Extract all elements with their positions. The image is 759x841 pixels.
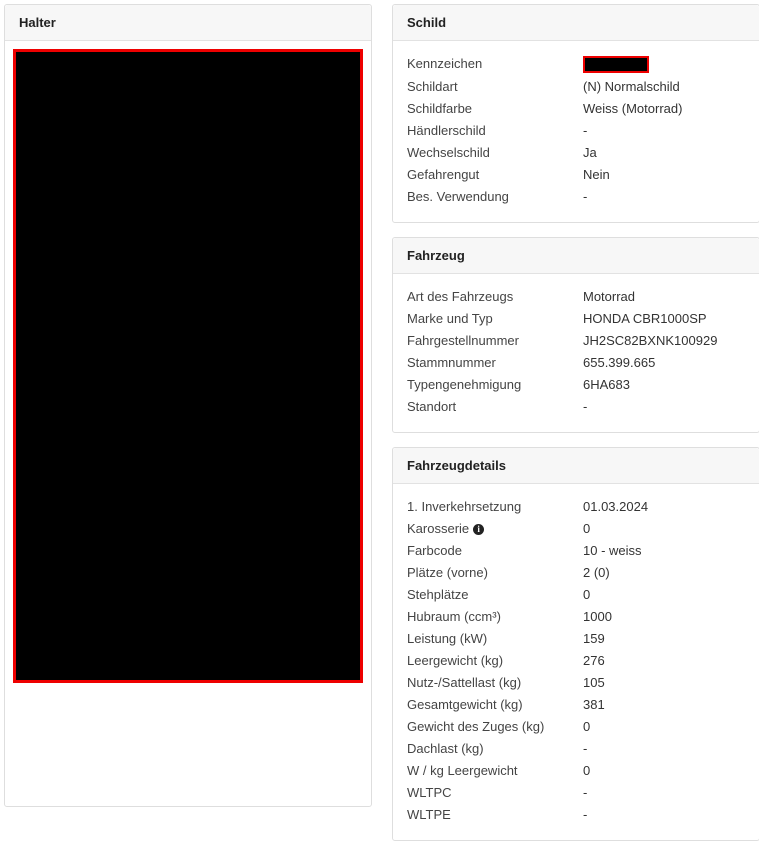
table-row xyxy=(407,308,745,330)
left-column xyxy=(4,4,372,807)
table-row xyxy=(407,518,745,540)
row-value: 10 - weiss xyxy=(583,543,642,559)
table-row xyxy=(407,186,745,208)
schild-table xyxy=(407,53,745,208)
halter-redaction-block xyxy=(13,49,363,683)
table-row xyxy=(407,628,745,650)
card-schild-body xyxy=(393,41,759,222)
row-value: 6HA683 xyxy=(583,377,630,393)
card-fahrzeugdetails xyxy=(392,447,759,841)
row-label: Stehplätze xyxy=(407,587,469,603)
row-value: 0 xyxy=(583,587,591,603)
table-row xyxy=(407,330,745,352)
table-row xyxy=(407,76,745,98)
right-column xyxy=(392,4,759,823)
row-value: 2 (0) xyxy=(583,565,610,581)
row-value: 0 xyxy=(583,521,591,537)
row-value: - xyxy=(583,189,588,205)
row-label: 1. Inverkehrsetzung xyxy=(407,499,522,515)
table-row xyxy=(407,584,745,606)
fahrzeugdetails-table xyxy=(407,496,745,826)
table-row xyxy=(407,782,745,804)
row-value: - xyxy=(583,399,588,415)
row-label: Marke und Typ xyxy=(407,311,493,327)
row-label: Stammnummer xyxy=(407,355,496,371)
card-schild-title: Schild xyxy=(393,5,759,41)
row-label: Hubraum (ccm³) xyxy=(407,609,501,625)
row-label: Schildfarbe xyxy=(407,101,473,117)
table-row xyxy=(407,142,745,164)
row-label: Farbcode xyxy=(407,543,462,559)
table-row xyxy=(407,672,745,694)
card-halter xyxy=(4,4,372,807)
card-fahrzeugdetails-body xyxy=(393,484,759,840)
row-value: - xyxy=(583,785,588,801)
card-halter-body xyxy=(5,41,371,806)
table-row xyxy=(407,650,745,672)
table-row xyxy=(407,120,745,142)
row-label: Gesamtgewicht (kg) xyxy=(407,697,523,713)
row-value: (N) Normalschild xyxy=(583,79,680,95)
card-fahrzeug-title: Fahrzeug xyxy=(393,238,759,274)
row-value: HONDA CBR1000SP xyxy=(583,311,707,327)
table-row xyxy=(407,286,745,308)
card-fahrzeug-body xyxy=(393,274,759,432)
fahrzeug-table xyxy=(407,286,745,418)
row-value: 105 xyxy=(583,675,605,691)
row-label: WLTPE xyxy=(407,807,451,823)
row-value: 0 xyxy=(583,763,591,779)
row-value: 0 xyxy=(583,719,591,735)
row-label: W / kg Leergewicht xyxy=(407,763,518,779)
card-halter-title: Halter xyxy=(5,5,371,41)
card-fahrzeugdetails-title: Fahrzeugdetails xyxy=(393,448,759,484)
row-label: Gefahrengut xyxy=(407,167,480,183)
row-value: 381 xyxy=(583,697,605,713)
row-label: Leistung (kW) xyxy=(407,631,488,647)
row-label: Typengenehmigung xyxy=(407,377,522,393)
row-value: Weiss (Motorrad) xyxy=(583,101,683,117)
row-label: Art des Fahrzeugs xyxy=(407,289,514,305)
table-row xyxy=(407,374,745,396)
row-label: Gewicht des Zuges (kg) xyxy=(407,719,545,735)
row-value: JH2SC82BXNK100929 xyxy=(583,333,718,349)
row-label: WLTPC xyxy=(407,785,452,801)
row-value: Motorrad xyxy=(583,289,636,305)
row-value: - xyxy=(583,807,588,823)
table-row xyxy=(407,562,745,584)
row-label: Standort xyxy=(407,399,457,415)
row-label-text: Karosserie xyxy=(407,521,470,537)
row-value: 276 xyxy=(583,653,605,669)
table-row xyxy=(407,694,745,716)
row-value: 01.03.2024 xyxy=(583,499,649,515)
row-label: Händlerschild xyxy=(407,123,486,139)
card-fahrzeug xyxy=(392,237,759,433)
row-label: Schildart xyxy=(407,79,458,95)
table-row xyxy=(407,164,745,186)
row-value: 1000 xyxy=(583,609,612,625)
table-row xyxy=(407,53,745,76)
row-label: Fahrgestellnummer xyxy=(407,333,519,349)
row-label: Bes. Verwendung xyxy=(407,189,509,205)
table-row xyxy=(407,352,745,374)
row-label: Nutz-/Sattellast (kg) xyxy=(407,675,522,691)
table-row xyxy=(407,804,745,826)
row-value: - xyxy=(583,741,588,757)
row-label: Leergewicht (kg) xyxy=(407,653,504,669)
row-value: 655.399.665 xyxy=(583,355,656,371)
row-label: Kennzeichen xyxy=(407,56,483,71)
table-row xyxy=(407,716,745,738)
table-row xyxy=(407,396,745,418)
table-row xyxy=(407,540,745,562)
row-label: Wechselschild xyxy=(407,145,490,161)
card-schild xyxy=(392,4,759,223)
table-row xyxy=(407,606,745,628)
table-row xyxy=(407,760,745,782)
row-label xyxy=(407,518,583,540)
kennzeichen-redaction xyxy=(583,56,649,73)
table-row xyxy=(407,738,745,760)
row-label: Plätze (vorne) xyxy=(407,565,488,581)
row-label: Dachlast (kg) xyxy=(407,741,484,757)
table-row xyxy=(407,98,745,120)
row-value: Nein xyxy=(583,167,610,183)
row-value: 159 xyxy=(583,631,605,647)
table-row xyxy=(407,496,745,518)
info-icon[interactable]: i xyxy=(473,524,484,535)
row-value: - xyxy=(583,123,588,139)
row-value: Ja xyxy=(583,145,597,161)
row-value xyxy=(583,53,745,76)
